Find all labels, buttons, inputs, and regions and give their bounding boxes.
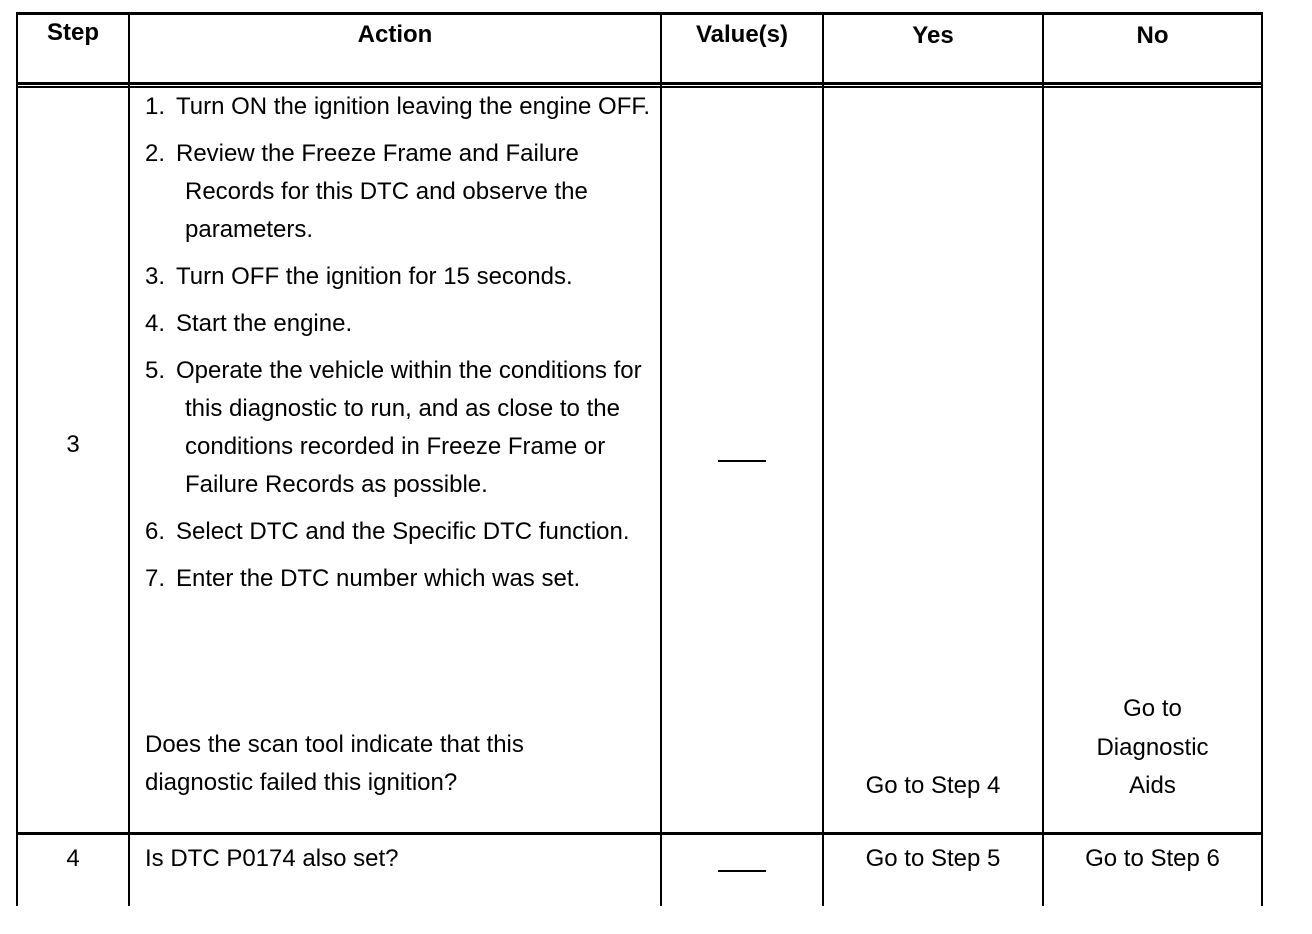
step-4-yes: Go to Step 5 [865, 845, 1001, 872]
header-step: Step [46, 19, 99, 46]
table-top-border [16, 12, 1263, 15]
step-3-question: Does the scan tool indicate that this diagnostic failed this ignition? [145, 731, 524, 796]
action-item-number: 1. [145, 93, 166, 120]
header-no: No [1136, 22, 1169, 49]
action-item [145, 513, 655, 551]
step-4-value-dash [718, 870, 766, 872]
header-values: Value(s) [695, 21, 789, 48]
action-item-number: 5. [145, 357, 166, 384]
action-item-text: Turn ON the ignition leaving the engine OFF. [176, 93, 651, 120]
step-3-yes: Go to Step 4 [865, 772, 1001, 799]
table-right-border [1261, 12, 1263, 906]
action-item-number: 3. [145, 263, 166, 290]
action-item-number: 7. [145, 565, 166, 592]
action-item-text: Select DTC and the Specific DTC function. [176, 518, 630, 545]
header-action: Action [357, 21, 433, 48]
action-item [145, 135, 655, 249]
action-item [145, 258, 655, 296]
step-3-value [0, 0, 1, 1]
header-yes: Yes [912, 22, 954, 49]
step-4-number: 4 [66, 845, 80, 872]
action-item-text: Turn OFF the ignition for 15 seconds. [176, 263, 573, 290]
row-3-bottom-border [16, 832, 1263, 835]
action-item-text: Start the engine. [176, 310, 353, 337]
action-item-number: 2. [145, 140, 166, 167]
step-3-value-dash [718, 460, 766, 462]
header-bottom-border [16, 82, 1263, 85]
action-item-text: Review the Freeze Frame and Failure Records for this DTC and observe the parameters. [176, 140, 588, 243]
col-divider-step-action [128, 12, 130, 906]
col-divider-action-values [660, 12, 662, 906]
step-3-no-line-2: Diagnostic [1096, 734, 1209, 761]
step-4-value [0, 0, 1, 1]
action-item-text: Enter the DTC number which was set. [176, 565, 581, 592]
action-item-number: 4. [145, 310, 166, 337]
action-item-number: 6. [145, 518, 166, 545]
action-item [145, 560, 655, 598]
step-4-no: Go to Step 6 [1085, 845, 1220, 872]
action-item [145, 305, 655, 343]
action-item-text: Operate the vehicle within the conditions for this diagnostic to run, and as close to the conditions recorded in Freeze Frame or Failure Records as possible. [176, 357, 642, 498]
step-4-question: Is DTC P0174 also set? [145, 845, 399, 872]
step-3-no-line-3: Aids [1129, 772, 1176, 799]
step-3-number: 3 [66, 431, 80, 458]
step-3-action-list [145, 88, 655, 607]
step-3-no-line-1: Go to [1123, 695, 1182, 722]
action-item [145, 88, 655, 126]
action-item [145, 352, 655, 504]
